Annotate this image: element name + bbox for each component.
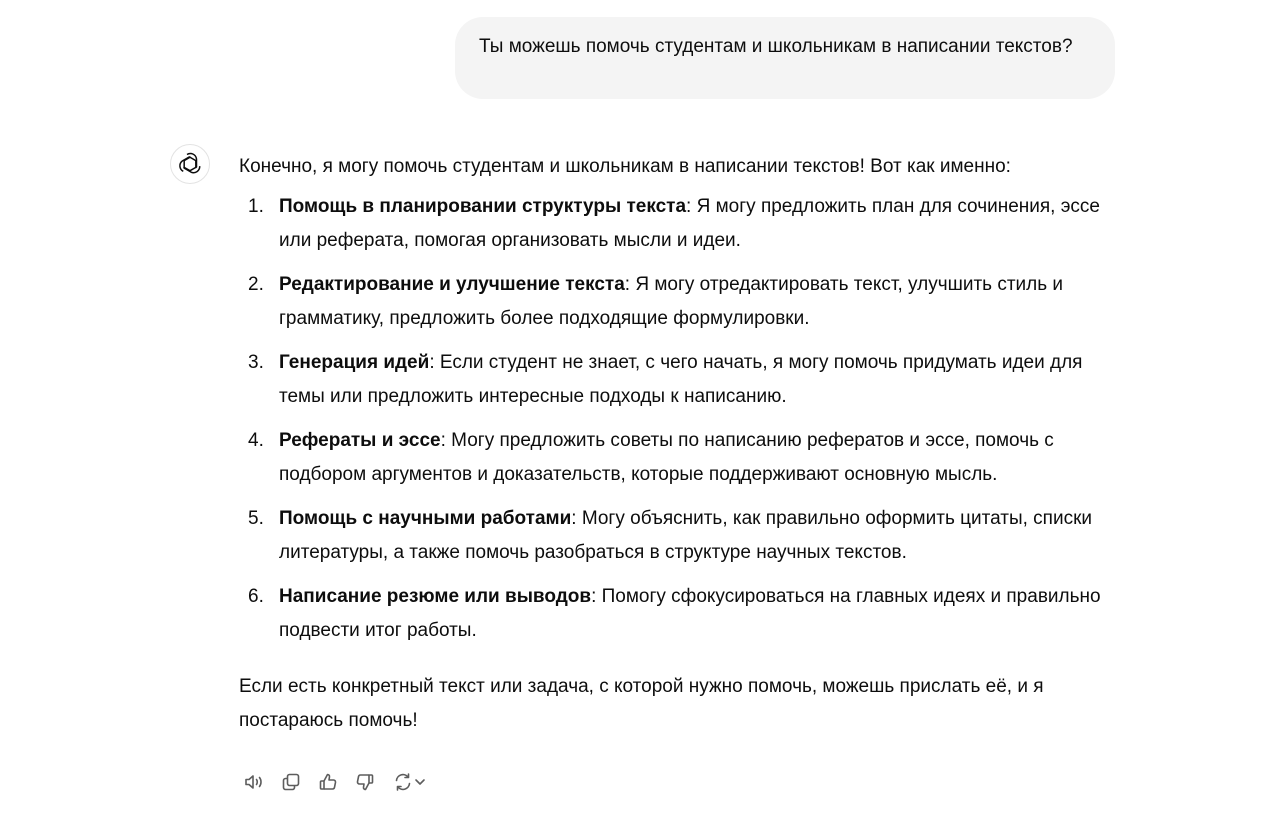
openai-logo-icon — [177, 151, 203, 177]
list-item-title: Редактирование и улучшение текста — [279, 274, 625, 295]
list-item — [239, 346, 1119, 414]
list-item-number: 4. — [248, 430, 264, 451]
thumbs-down-icon — [354, 771, 376, 793]
list-item-text: : Я могу предложить план для сочинения, эссе или реферата, помогая организовать мысли и идеи. — [279, 196, 1100, 251]
list-item-text: : Если студент не знает, с чего начать, я могу помочь придумать идеи для темы или предложить интересные подходы к написанию. — [279, 352, 1083, 407]
copy-button[interactable] — [276, 768, 305, 796]
user-message-bubble — [455, 17, 1115, 99]
assistant-outro: Если есть конкретный текст или задача, с которой нужно помочь, можешь прислать её, и я постараюсь помочь! — [239, 676, 1044, 731]
list-item-number: 1. — [248, 196, 264, 217]
assistant-message — [239, 150, 1119, 738]
regenerate-button[interactable] — [387, 768, 431, 796]
list-item-title: Рефераты и эссе — [279, 430, 441, 451]
thumbs-up-icon — [317, 771, 339, 793]
good-response-button[interactable] — [313, 768, 342, 796]
list-item — [239, 268, 1119, 336]
assistant-avatar — [170, 144, 210, 184]
bad-response-button[interactable] — [350, 768, 379, 796]
list-item — [239, 424, 1119, 492]
assistant-intro: Конечно, я могу помочь студентам и школьникам в написании текстов! Вот как именно: — [239, 156, 1011, 177]
list-item-number: 3. — [248, 352, 264, 373]
regenerate-icon — [392, 771, 414, 793]
list-item-number: 5. — [248, 508, 264, 529]
read-aloud-button[interactable] — [239, 768, 268, 796]
copy-icon — [280, 771, 302, 793]
list-item-text: : Могу предложить советы по написанию рефератов и эссе, помочь с подбором аргументов и доказательств, которые поддерживают основную мысль. — [279, 430, 1054, 485]
list-item-text: : Помогу сфокусироваться на главных идеях и правильно подвести итог работы. — [279, 586, 1101, 641]
user-message-text: Ты можешь помочь студентам и школьникам в написании текстов? — [479, 36, 1073, 57]
list-item — [239, 502, 1119, 570]
chevron-down-icon — [414, 771, 426, 793]
list-item-title: Генерация идей — [279, 352, 430, 373]
list-item — [239, 580, 1119, 648]
list-item-number: 2. — [248, 274, 264, 295]
message-actions — [239, 768, 431, 796]
answer-list — [239, 190, 1119, 648]
list-item-title: Помощь с научными работами — [279, 508, 572, 529]
list-item-number: 6. — [248, 586, 264, 607]
list-item-title: Написание резюме или выводов — [279, 586, 592, 607]
list-item-text: : Я могу отредактировать текст, улучшить стиль и грамматику, предложить более подходящие формулировки. — [279, 274, 1064, 329]
list-item-text: : Могу объяснить, как правильно оформить цитаты, списки литературы, а также помочь разобраться в структуре научных текстов. — [279, 508, 1092, 563]
read-aloud-icon — [243, 771, 265, 793]
list-item — [239, 190, 1119, 258]
list-item-title: Помощь в планировании структуры текста — [279, 196, 687, 217]
